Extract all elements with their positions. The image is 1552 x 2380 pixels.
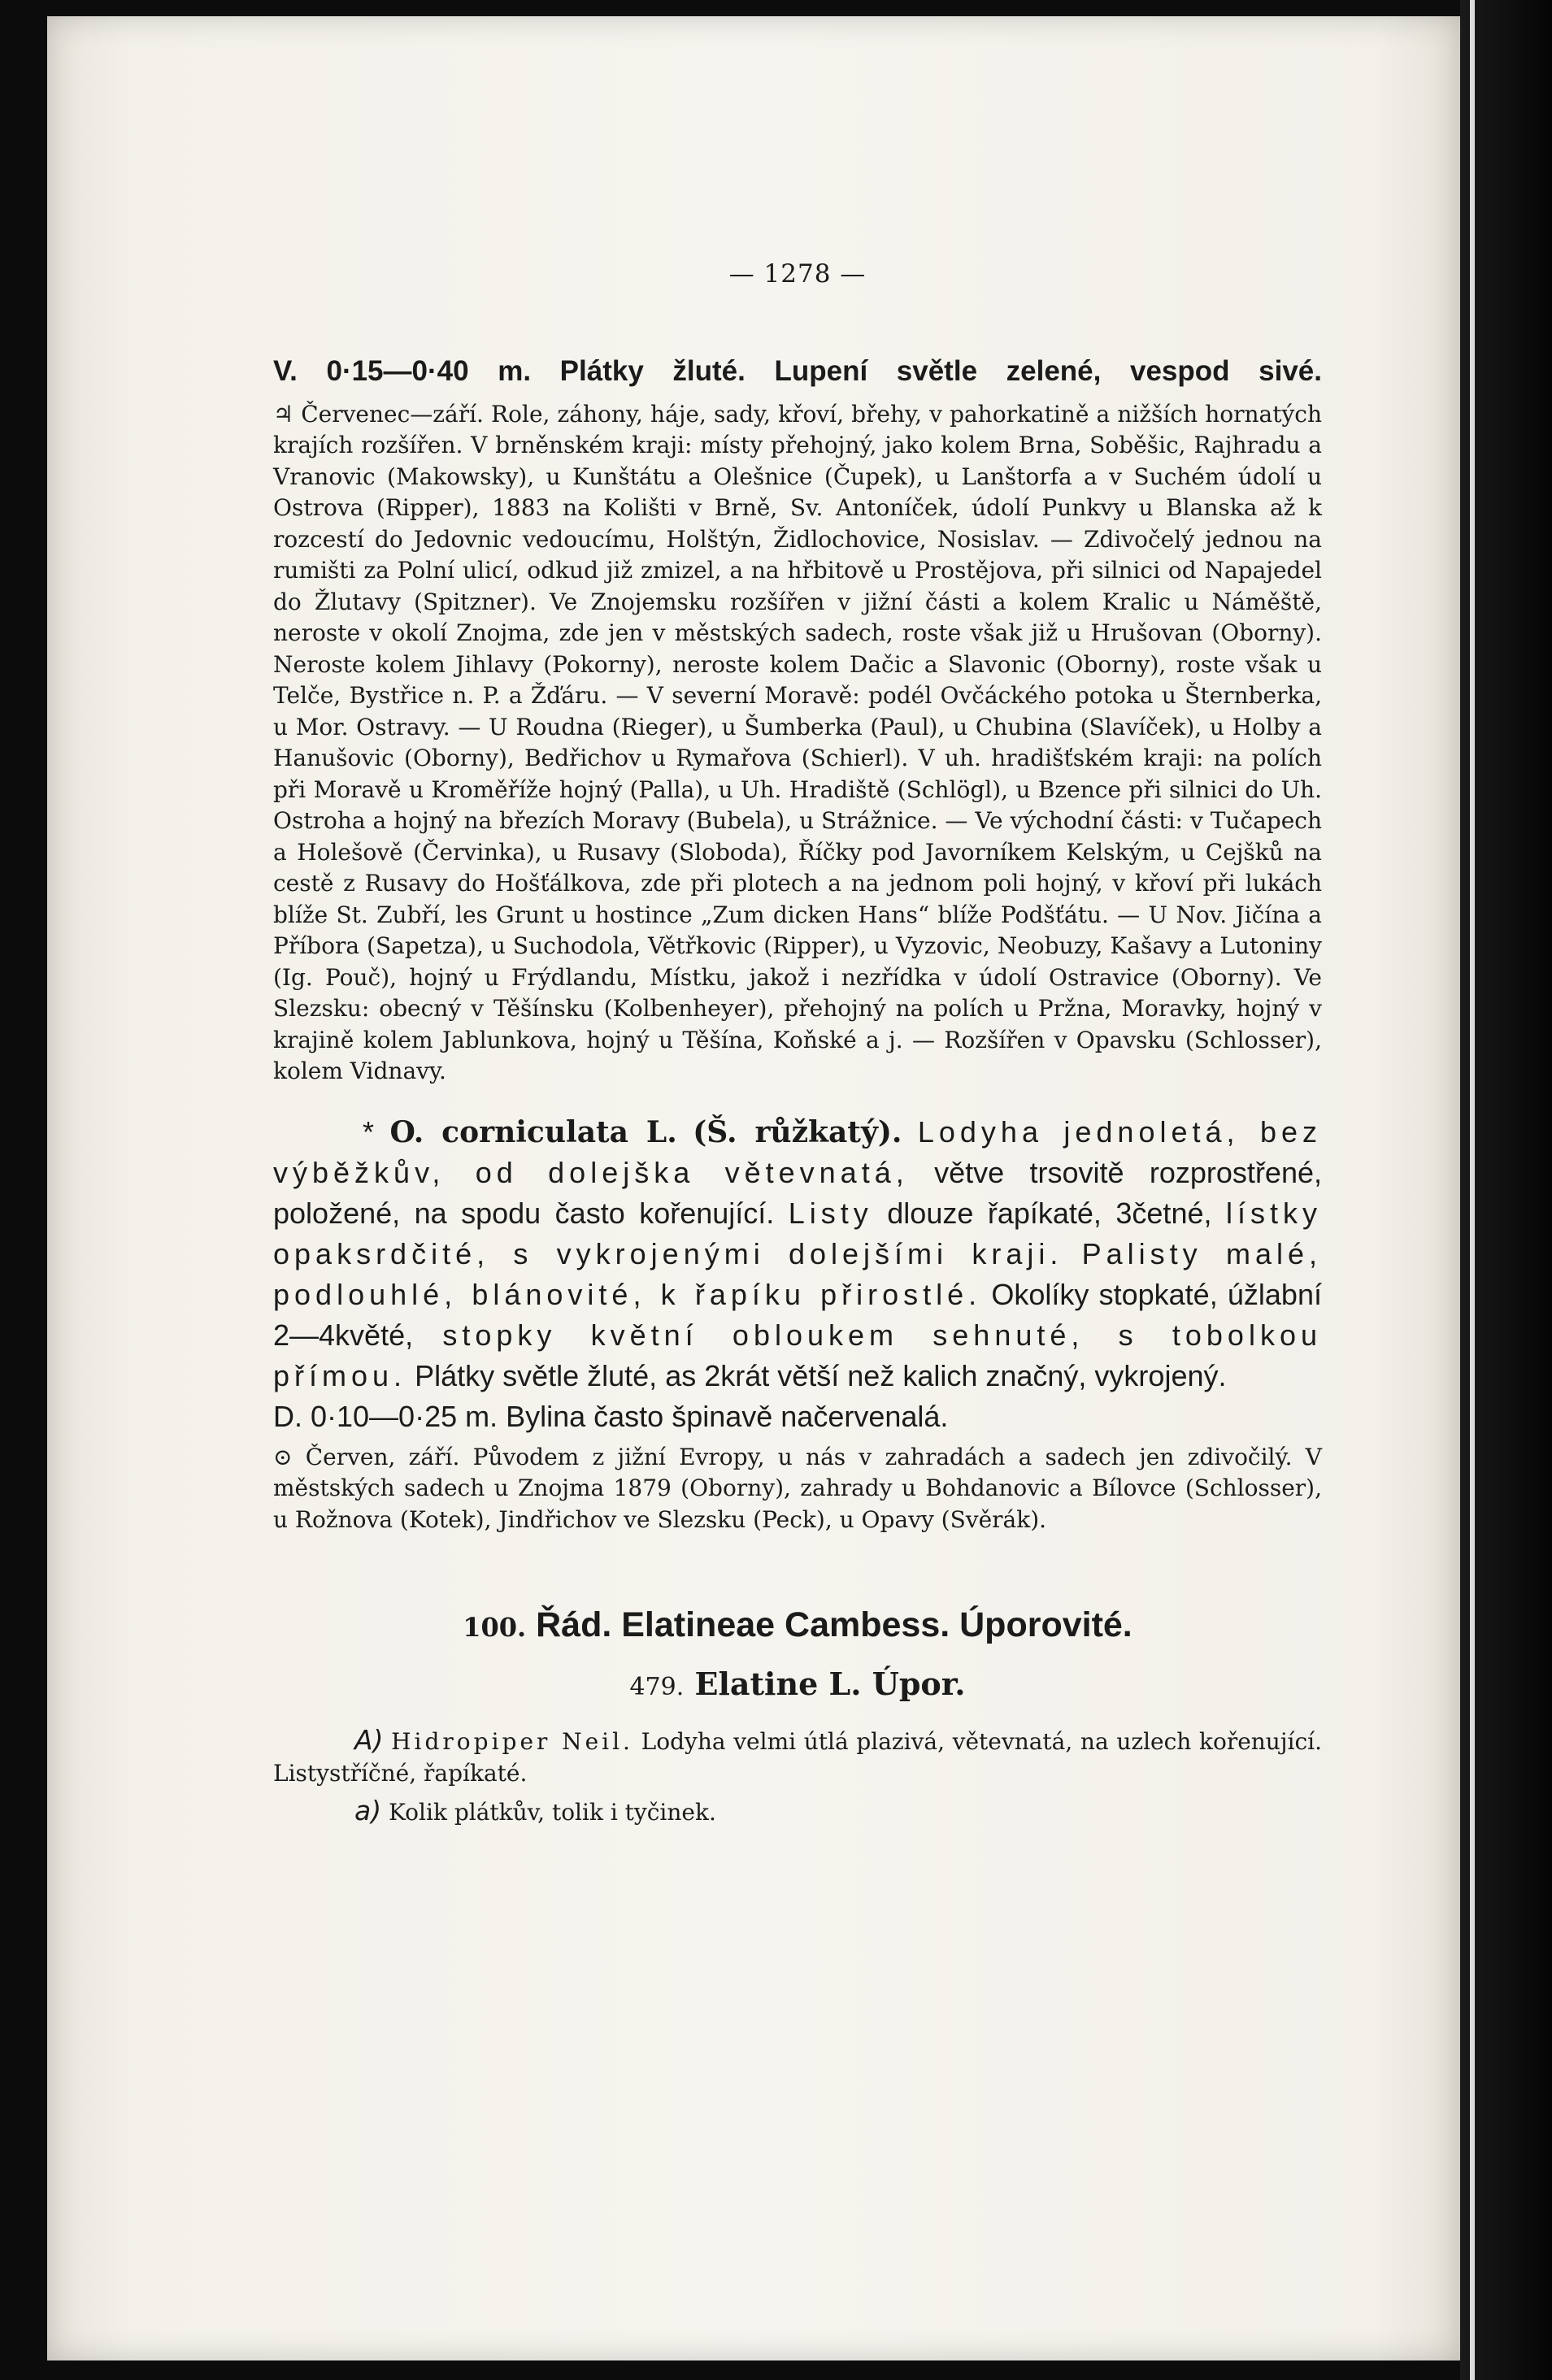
distribution-paragraph: ♃ Červenec—září. Role, záhony, háje, sady, křoví, břehy, v pahorkatině a nižších hornatých krajích rozšířen. V brněnském kraji: místy přehojný, jako kolem Brna, Soběšic, Rajhradu a Vranovic (Makowsky), u Kunštátu a Olešnice (Čupek), u Lanštorfa a v Suchém údolí u Ostrova (Ripper), 1883 na Kolišti v Brně, Sv. Antoníček, údolí Punkvy u Blanska až k rozcestí do Jedovnic vedoucímu, Holštýn, Židlochovice, Nosislav. — Zdivočelý jednou na rumišti za Polní ulicí, odkud již zmizel, a na hřbitově u Prostějova, při silnici od Napajedel do Žlutavy (Spitzner). Ve Znojemsku rozšířen v jižní části a kolem Kralic u Náměště, neroste v okolí Znojma, zde jen v městských sadech, roste však již u Hrušovan (Oborny). Neroste kolem Jihlavy (Pokorny), neroste kolem Dačic a Slavonic (Oborny), roste však u Telče, Bystřice n. P. a Žďáru. — V severní Moravě: podél Ovčáckého potoka u Šternberka, u Mor. Ostravy. — U Roudna (Rieger), u Šumberka (Paul), u Chubina (Slavíček), u Holby a Hanušovic (Oborny), Bedřichov u Rymařova (Schierl). V uh. hradišťském kraji: na polích při Moravě u Kroměříže hojný (Palla), u Uh. Hradiště (Schlögl), u Bzence při silnici do Uh. Ostroha a hojný na březích Moravy (Bubela), u Strážnice. — Ve východní části: v Tučapech a Holešově (Červinka), u Rusavy (Sloboda), Říčky pod Javorníkem Kelským, u Cejšků na cestě z Rusavy do Hošťálkova, zde při plotech a na jednom poli hojný, v křoví při lukách blíže St. Zubří, les Grunt u hostince „Zum dicken Hans“ blíže Podšťátu. — U Nov. Jičína a Příbora (Sapetza), u Suchodola, Větřkovic (Ripper), u Vyzovic, Neobuzy, Kašavy a Lutoniny (Ig. Pouč), hojný u Frýdlandu, Místku, jakož i nezřídka v údolí Ostravice (Oborny). Ve Slezsku: obecný v Těšínsku (Kolbenheyer), přehojný na polích u Pržna, Moravky, hojný v krajině kolem Jablunkova, hojný u Těšína, Koňské a j. — Rozšířen v Opavsku (Schlosser), kolem Vidnavy. bbox=[273, 400, 1322, 1084]
species-desc-petals: Plátky světle žluté, as 2krát větší než kalich značný, vykrojený. bbox=[415, 1358, 1227, 1392]
key-a-text: Lodyha velmi útlá plazivá, větevnatá, na uzlech kořenující. Listystříčné, řapíkaté. bbox=[273, 1728, 1323, 1787]
key-a-mark: A) bbox=[354, 1724, 384, 1756]
page-number: — 1278 — bbox=[728, 259, 867, 289]
species-dimensions: D. 0·10—0·25 m. Bylina často špinavě načervenalá. bbox=[273, 1399, 949, 1433]
species-desc-leaflets: lístky opaksrdčité, s vykrojenými dolejšími kraji. bbox=[273, 1196, 1322, 1270]
order-label: Řád. Elatineae Cambess. Úporovité. bbox=[536, 1605, 1132, 1644]
species-desc-pedicels: stopky květní obloukem sehnuté, s tobolkou přímou. bbox=[273, 1318, 1322, 1392]
key-entry-a bbox=[273, 1725, 1322, 1789]
species-flowering: ⊙ Červen, září. Původem z jižní Evropy, u nás v zahradách a sadech jen zdivočilý. V městských sadech u Znojma 1879 (Oborny), zahrady u Bohdanovic a Bílovce (Schlosser), u Rožnova (Kotek), Jindřichov ve Slezsku (Peck), u Opavy (Svěrák). bbox=[273, 1443, 1322, 1533]
species-marker: * bbox=[363, 1114, 390, 1149]
key-entry-a-sub bbox=[273, 1796, 1322, 1829]
spine-edge bbox=[1470, 0, 1475, 2380]
species-czech-name: (Š. růžkatý). bbox=[693, 1114, 902, 1149]
species-desc-stipules: Palisty malé, podlouhlé, blánovité, k řapíku přirostlé. bbox=[273, 1236, 1322, 1311]
genus-heading bbox=[273, 1661, 1322, 1710]
genus-number: 479. bbox=[629, 1673, 685, 1701]
species-desc-leaves-label: Listy bbox=[788, 1196, 873, 1230]
species-desc-leaves: dlouze řapíkaté, 3četné, bbox=[887, 1196, 1212, 1230]
species-name: O. corniculata L. bbox=[389, 1114, 677, 1149]
species-description bbox=[273, 1112, 1322, 1396]
species-desc-umbels: Okolíky stopkaté, úžlabní 2—4květé, bbox=[273, 1277, 1322, 1352]
species-desc-branches: větve trsovitě rozprostřené, položené, na spodu často kořenující. bbox=[273, 1155, 1322, 1230]
species-desc-stem: Lodyha jednoletá, bez výběžkův, od dolejška větevnatá, bbox=[273, 1114, 1322, 1189]
page-text bbox=[273, 258, 1322, 1829]
order-number: 100. bbox=[463, 1612, 527, 1643]
genus-label: Elatine L. Úpor. bbox=[694, 1666, 966, 1702]
key-a-name: Hidropiper Neil. bbox=[391, 1728, 633, 1755]
key-a-sub-mark: a) bbox=[354, 1795, 382, 1826]
order-heading bbox=[273, 1602, 1322, 1650]
key-a-sub-text: Kolik plátkův, tolik i tyčinek. bbox=[389, 1799, 716, 1826]
dimensions-line: V. 0·15—0·40 m. Plátky žluté. Lupení světle zelené, vespod sivé. bbox=[273, 354, 1322, 387]
